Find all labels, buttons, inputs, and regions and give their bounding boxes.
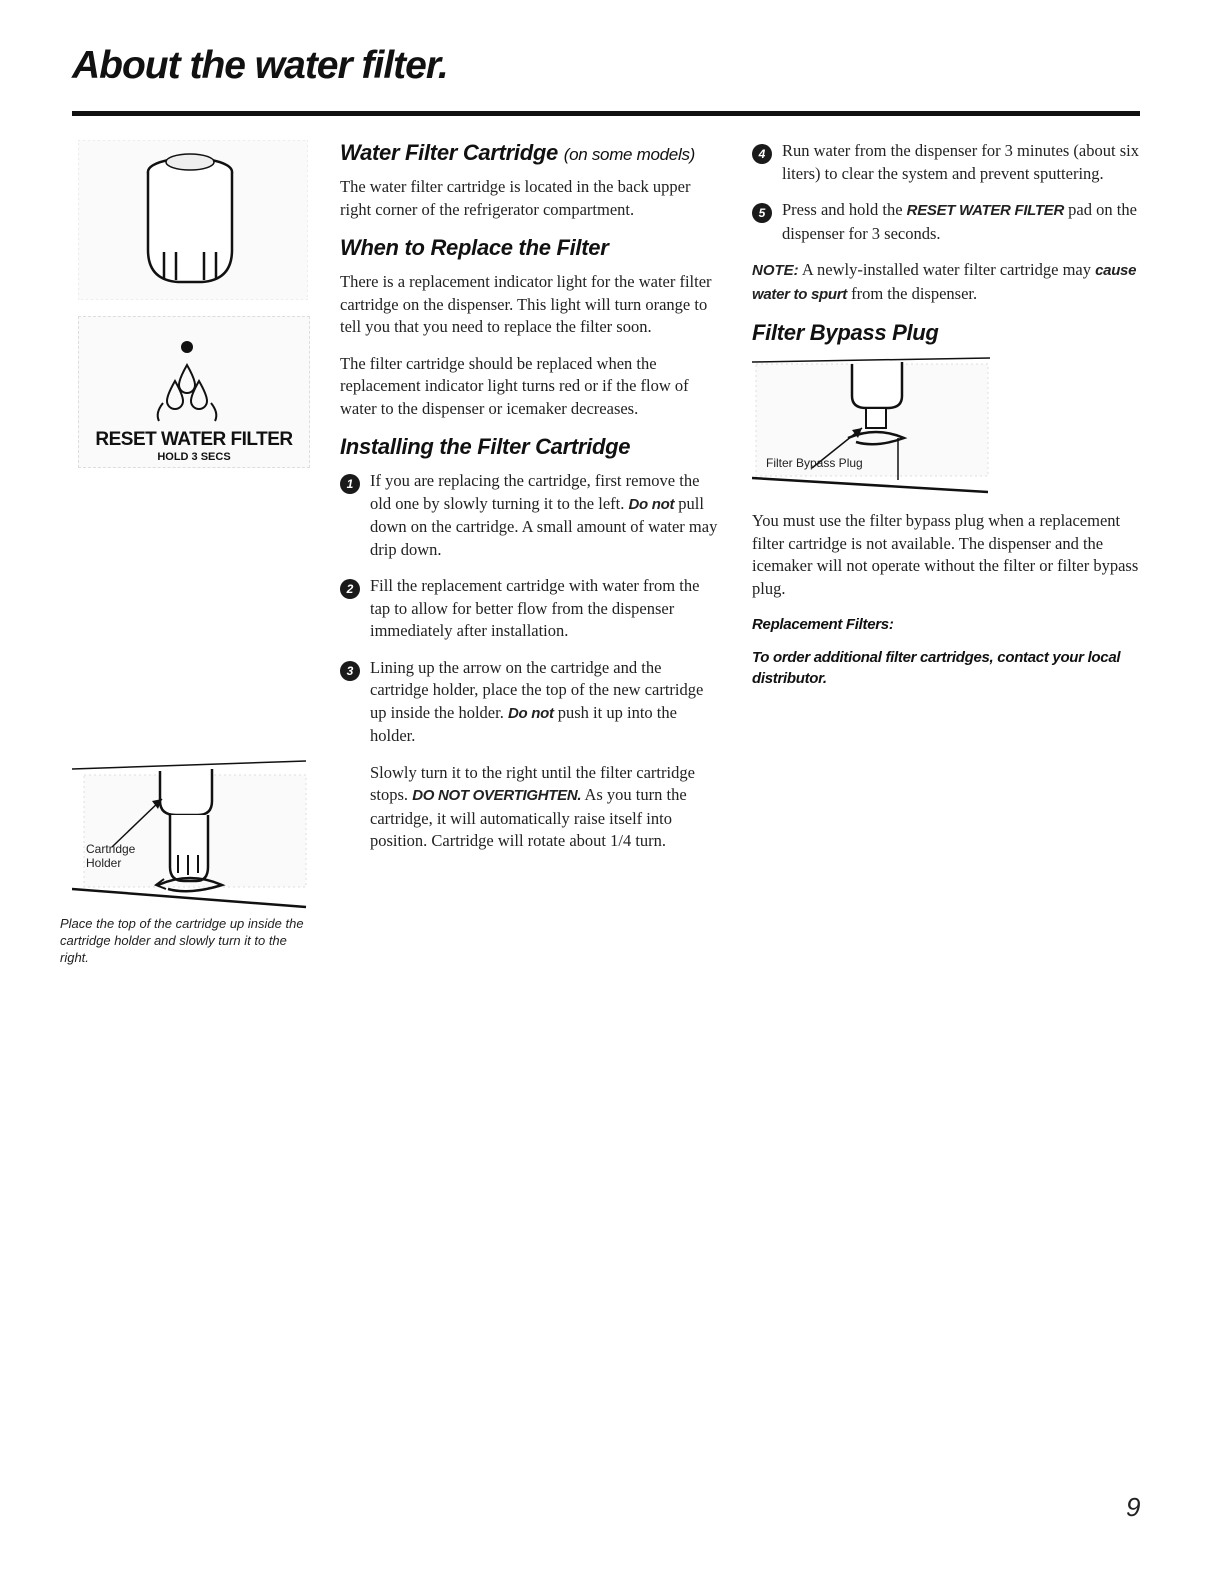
- replacement-text: To order additional filter cartridges, contact your local distributor.: [752, 649, 1121, 687]
- step-3b-emphasis: DO NOT OVERTIGHTEN.: [412, 787, 582, 804]
- middle-column: [340, 140, 720, 867]
- title-rule: [72, 111, 1140, 116]
- step-1-emphasis: Do not: [628, 495, 675, 513]
- step-3-emphasis: Do not: [507, 704, 554, 722]
- step-3b-text: Slowly turn it to the right until the filter cartridge stops.: [370, 762, 695, 804]
- step-4-text: Run water from the dispenser for 3 minutes (about six liters) to clear the system and prevent sputtering.: [782, 141, 1139, 183]
- install-step-2: [340, 575, 720, 643]
- bypass-heading: Filter Bypass Plug: [752, 320, 939, 345]
- hold-secs-label: HOLD 3 SECS: [157, 451, 231, 463]
- cartridge-heading-text: Water Filter Cartridge: [340, 140, 558, 165]
- step-3b-text-end: As you turn the cartridge, it will automatically raise itself into position. Cartridge will rotate about 1/4 turn.: [370, 785, 687, 850]
- cartridge-label-line1: Cartridge: [86, 842, 136, 856]
- step-3-text: Lining up the arrow on the cartridge and the cartridge holder, place the top of the new cartridge up inside the holder.: [370, 657, 704, 722]
- cartridge-heading: [340, 140, 720, 166]
- note-paragraph: [752, 259, 1142, 306]
- step-3-text-end: push it up into the holder.: [370, 702, 677, 745]
- step-number: 2: [340, 579, 360, 599]
- install-step-5: [752, 199, 1142, 245]
- step-5-text-end: pad on the dispenser for 3 seconds.: [782, 200, 1137, 243]
- cartridge-heading-sub: (on some models): [563, 145, 695, 164]
- replacement-heading: Replacement Filters:: [752, 616, 894, 633]
- cartridge-illustration: [78, 140, 308, 300]
- water-drops-icon: [79, 317, 309, 427]
- bypass-plug-figure: [752, 356, 992, 496]
- cartridge-text: The water filter cartridge is located in the back upper right corner of the refrigerator compartment.: [340, 177, 691, 219]
- note-emphasis: cause water to spurt: [752, 262, 1137, 303]
- cartridge-holder-label: [86, 842, 135, 870]
- bypass-text: You must use the filter bypass plug when a replacement filter cartridge is not available. The dispenser and the icemaker will not operate without the filter or filter bypass plug.: [752, 511, 1139, 598]
- note-text-end: from the dispenser.: [846, 283, 978, 303]
- reset-filter-label: RESET WATER FILTER: [95, 429, 293, 450]
- replace-para-1: There is a replacement indicator light for the water filter cartridge on the dispenser. This light will turn orange to tell you that you need to replace the filter soon.: [340, 272, 712, 336]
- step-number: 5: [752, 203, 772, 223]
- reset-filter-panel: [78, 316, 310, 468]
- bypass-plug-illustration: [752, 356, 992, 496]
- note-text: A newly-installed water filter cartridge may: [798, 260, 1096, 279]
- step-1-text: If you are replacing the cartridge, first remove the old one by slowly turning it to the left.: [370, 471, 700, 513]
- right-column: [752, 140, 1142, 701]
- cartridge-label-line2: Holder: [86, 856, 122, 870]
- install-heading: Installing the Filter Cartridge: [340, 434, 631, 459]
- replace-heading: When to Replace the Filter: [340, 235, 609, 260]
- page-title: About the water filter.: [72, 44, 448, 87]
- step-number: 3: [340, 661, 360, 681]
- install-step-4: [752, 140, 1142, 185]
- step-1-text-end: pull down on the cartridge. A small amount of water may drip down.: [370, 493, 718, 559]
- figure-caption: Place the top of the cartridge up inside the cartridge holder and slowly turn it to the right.: [60, 916, 304, 965]
- step-number: 1: [340, 474, 360, 494]
- step-2-text: Fill the replacement cartridge with water from the tap to allow for better flow from the dispenser immediately after installation.: [370, 576, 700, 640]
- install-step-3-continued: [340, 762, 720, 853]
- bypass-plug-label: Filter Bypass Plug: [766, 456, 863, 470]
- replace-para-2: The filter cartridge should be replaced when the replacement indicator light turns red or if the flow of water to the dispenser or icemaker decreases.: [340, 353, 689, 418]
- step-5-text: Press and hold the: [782, 200, 907, 219]
- install-step-3: [340, 657, 720, 748]
- step-5-emphasis: RESET WATER FILTER: [906, 202, 1065, 219]
- cartridge-holder-illustration: [72, 755, 310, 915]
- page-number: 9: [1126, 1492, 1141, 1522]
- note-label: NOTE:: [752, 262, 799, 279]
- install-step-1: [340, 470, 720, 561]
- step-number: 4: [752, 144, 772, 164]
